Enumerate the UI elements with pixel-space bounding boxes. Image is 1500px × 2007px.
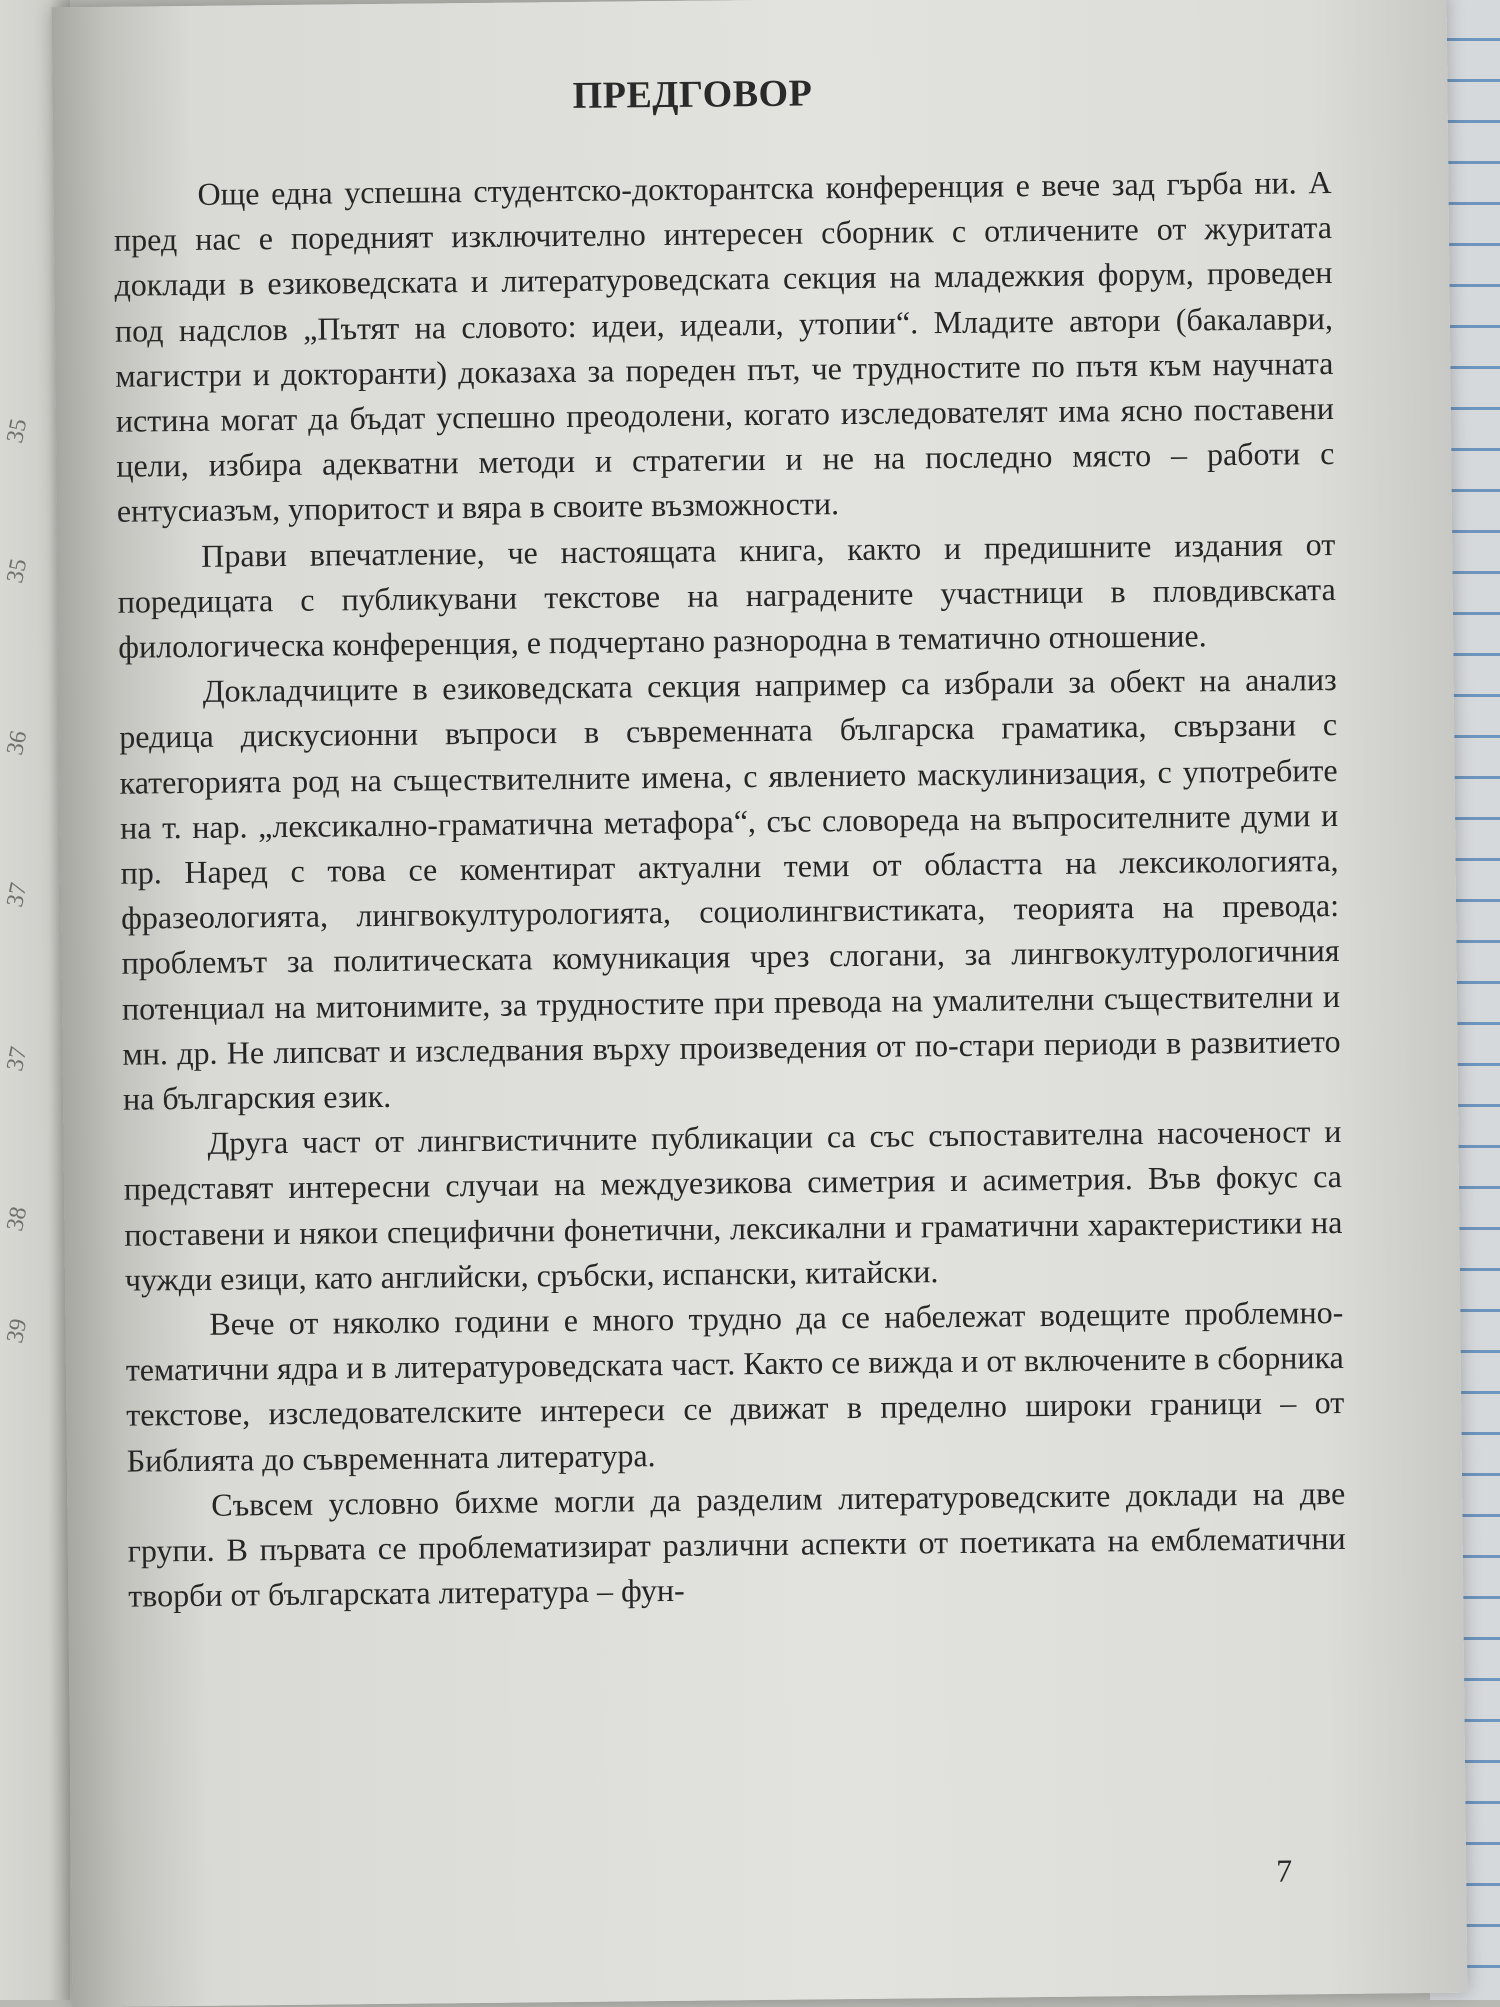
page-title: ПРЕДГОВОР	[572, 72, 813, 117]
paragraph-4: Друга част от лингвистичните публикации са със съпоставителна насоченост и представят интересни случаи на междуезикова симетрия и асиметрия. Във фокус са поставени и някои специфични фонетични, лексикални и граматични характеристики на чужди езици, като английски, сръбски, испански, китайски.	[123, 1113, 1343, 1298]
margin-page-number: 39	[2, 1316, 33, 1346]
margin-page-number: 35	[2, 556, 33, 586]
margin-page-number: 36	[2, 728, 33, 758]
book-page	[52, 0, 1468, 2007]
body-text	[113, 160, 1346, 1619]
paragraph-3: Докладчиците в езиковедската секция например са избрали за обект на анализ редица дискусионни въпроси в съвременната българска граматика, свързани с категорията род на съществителните имена, с явлението маскулинизация, с употребите на т. нар. „лексикално-граматична метафора“, със словореда на въпросителните думи и пр. Наред с това се коментират актуални теми от областта на лексикологията, фразеологията, лингвокултурологията, социолингвистиката, теорията на превода: проблемът за политическата комуникация чрез слогани, за лингвокултурологичния потенциал на митонимите, за трудностите при превода на умалителни съществителни и мн. др. Не липсват и изследвания върху произведения от по-стари периоди в развитието на българския език.	[119, 661, 1341, 1117]
margin-page-number: 37	[2, 1044, 33, 1074]
margin-page-number: 38	[2, 1204, 33, 1234]
margin-page-number: 35	[2, 416, 33, 446]
paragraph-5: Вече от няколко години е много трудно да се набележат водещите проблемно-тематични ядра и в литературоведската част. Както се вижда и от включените в сборника текстове, изследователските интереси се движат в пределно широки граници – от Библията до съвременната литература.	[125, 1294, 1345, 1479]
paragraph-2: Прави впечатление, че настоящата книга, както и предишните издания от поредицата с публикувани текстове на наградените участници в пловдивската филологическа конференция, е подчертано разнородна в тематично отношение.	[117, 525, 1336, 665]
paragraph-1: Още една успешна студентско-докторантска конференция е вече зад гърба ни. А пред нас е поредният изключително интересен сборник с отличените от журитата доклади в езиковедската и литературоведската секция на младежкия форум, проведен под надслов „Пътят на словото: идеи, идеали, утопии“. Младите автори (бакалаври, магистри и докторанти) доказаха за пореден път, че трудностите по пътя към научната истина могат да бъдат успешно преодолени, когато изследователят има ясно поставени цели, избира адекватни методи и стратегии и не на последно място – работи с ентусиазъм, упоритост и вяра в своите възможности.	[113, 163, 1335, 530]
page-number: 7	[1275, 1852, 1293, 1889]
margin-page-number: 37	[2, 880, 33, 910]
paragraph-6: Съвсем условно бихме могли да разделим литературоведските доклади на две групи. В първата се проблематизират различни аспекти от поетиката на емблематични творби от българската литература – фун-	[127, 1474, 1346, 1614]
